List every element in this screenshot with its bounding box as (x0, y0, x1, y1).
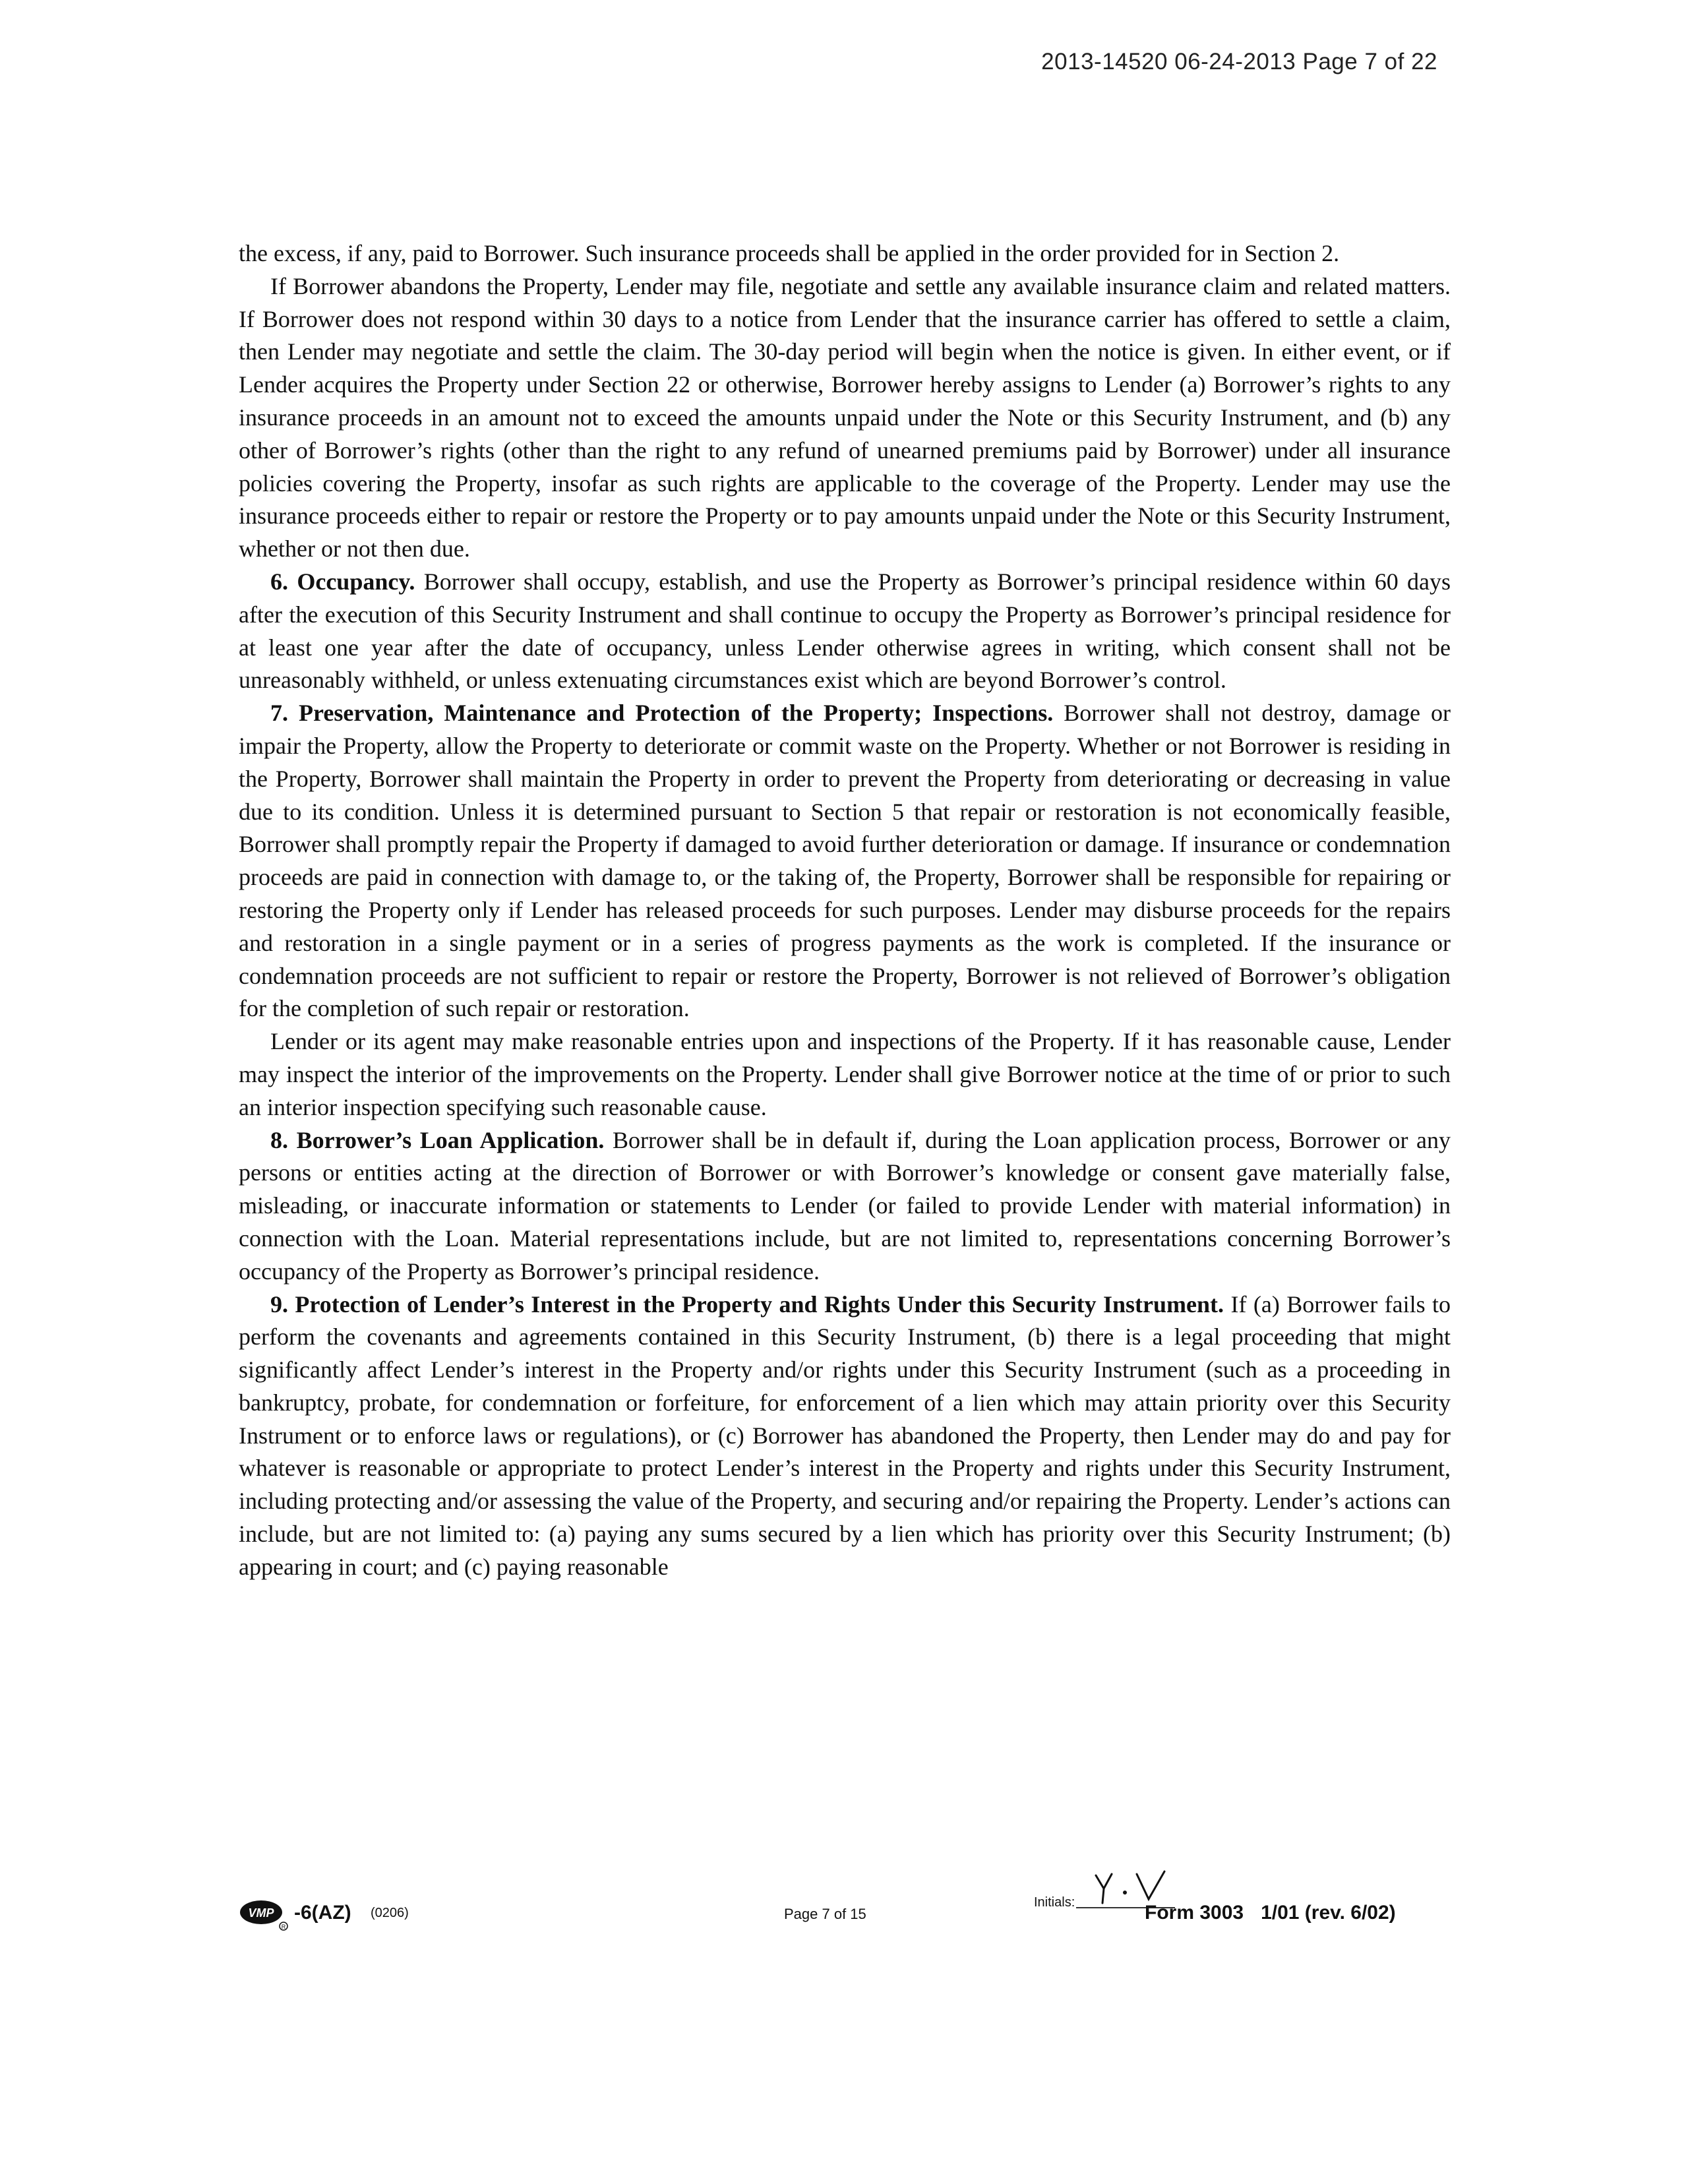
vmp-logo-text: VMP (248, 1906, 274, 1920)
form-number: Form 3003 (1145, 1902, 1244, 1924)
initials-signature (1091, 1866, 1176, 1906)
initials-label: Initials: (1034, 1895, 1075, 1910)
svg-text:R: R (281, 1924, 286, 1930)
section-7 (239, 697, 1451, 1025)
paragraph-inspections: Lender or its agent may make reasonable entries upon and inspections of the Property. If it has reasonable cause, Lender may inspect the interior of the improvements on the Property. Lender shall give Borrower notice at the time of or prior to such an interior inspection specifying such reasonable cause. (239, 1028, 1451, 1120)
section-8-number: 8. (270, 1126, 288, 1153)
section-7-title: Preservation, Maintenance and Protection of the Property; Inspections. (299, 700, 1054, 727)
section-6-title: Occupancy. (297, 568, 415, 595)
document-body (239, 237, 1451, 1584)
section-7-text: Borrower shall not destroy, damage or impair the Property, allow the Property to deteriorate or commit waste on the Property. Whether or not Borrower is residing in the Property, Borrower shall maintain the Property in order to prevent the Property from deteriorating or decreasing in value due to its condition. Unless it is determined pursuant to Section 5 that repair or restoration is not economically feasible, Borrower shall promptly repair the Property if damaged to avoid further deterioration or damage. If insurance or condemnation proceeds are paid in connection with damage to, or the taking of, the Property, Borrower shall be responsible for repairing or restoring the Property only if Lender has released proceeds for such purposes. Lender may disburse proceeds for the repairs and restoration in a single payment or in a series of progress payments as the work is completed. If the insurance or condemnation proceeds are not sufficient to repair or restore the Property, Borrower is not relieved of Borrower’s obligation for the completion of such repair or restoration. (239, 700, 1451, 1022)
form-date: (0206) (371, 1906, 409, 1920)
page-number: Page 7 of 15 (784, 1906, 866, 1922)
paragraph-abandonment: If Borrower abandons the Property, Lender may file, negotiate and settle any available insurance claim and related matters. If Borrower does not respond within 30 days to a notice from Lender that the insurance carrier has offered to settle a claim, then Lender may negotiate and settle the claim. The 30-day period will begin when the notice is given. In either event, or if Lender acquires the Property under Section 22 or otherwise, Borrower hereby assigns to Lender (a) Borrower’s rights to any insurance proceeds in an amount not to exceed the amounts unpaid under the Note or this Security Instrument, and (b) any other of Borrower’s rights (other than the right to any refund of unearned premiums paid by Borrower) under all insurance policies covering the Property, insofar as such rights are applicable to the coverage of the Property. Lender may use the insurance proceeds either to repair or restore the Property or to pay amounts unpaid under the Note or this Security Instrument, whether or not then due. (239, 272, 1451, 562)
section-6-text: Borrower shall occupy, establish, and use the Property as Borrower’s principal residence within 60 days after the execution of this Security Instrument and shall continue to occupy the Property as Borrower’s principal residence for at least one year after the date of occupancy, unless Lender otherwise agrees in writing, which consent shall not be unreasonably withheld, or unless extenuating circumstances exist which are beyond Borrower’s control. (239, 568, 1451, 694)
paragraph-continuation: the excess, if any, paid to Borrower. Such insurance proceeds shall be applied in the order provided for in Section 2. (239, 240, 1340, 266)
section-9-title: Protection of Lender’s Interest in the Property and Rights Under this Security Instrument. (295, 1290, 1224, 1318)
section-6-number: 6. (270, 568, 288, 595)
form-code: -6(AZ) (294, 1902, 351, 1924)
section-9-number: 9. (270, 1290, 288, 1318)
section-8 (239, 1124, 1451, 1289)
vmp-logo-icon (239, 1898, 290, 1931)
section-7-number: 7. (270, 700, 288, 727)
section-8-text: Borrower shall be in default if, during the Loan application process, Borrower or any persons or entities acting at the direction of Borrower or with Borrower’s knowledge or consent gave materially false, misleading, or inaccurate information or statements to Lender (or failed to provide Lender with material information) in connection with the Loan. Material representations include, but are not limited to, representations concerning Borrower’s occupancy of the Property as Borrower’s principal residence. (239, 1126, 1451, 1285)
section-9 (239, 1289, 1451, 1584)
page-footer (239, 1879, 1451, 1952)
document-reference: 2013-14520 06-24-2013 Page 7 of 22 (1041, 49, 1437, 75)
form-revision: 1/01 (rev. 6/02) (1261, 1902, 1396, 1924)
section-8-title: Borrower’s Loan Application. (296, 1126, 605, 1153)
section-6 (239, 566, 1451, 697)
form-label (1145, 1902, 1396, 1924)
section-9-text: If (a) Borrower fails to perform the covenants and agreements contained in this Security Instrument, (b) there is a legal proceeding that might significantly affect Lender’s interest in the Property and/or rights under this Security Instrument (such as a proceeding in bankruptcy, probate, for condemnation or forfeiture, for enforcement of a lien which may attain priority over this Security Instrument or to enforce laws or regulations), or (c) Borrower has abandoned the Property, then Lender may do and pay for whatever is reasonable or appropriate to protect Lender’s interest in the Property and rights under this Security Instrument, including protecting and/or assessing the value of the Property, and securing and/or repairing the Property. Lender’s actions can include, but are not limited to: (a) paying any sums secured by a lien which has priority over this Security Instrument; (b) appearing in court; and (c) paying reasonable (239, 1290, 1451, 1580)
